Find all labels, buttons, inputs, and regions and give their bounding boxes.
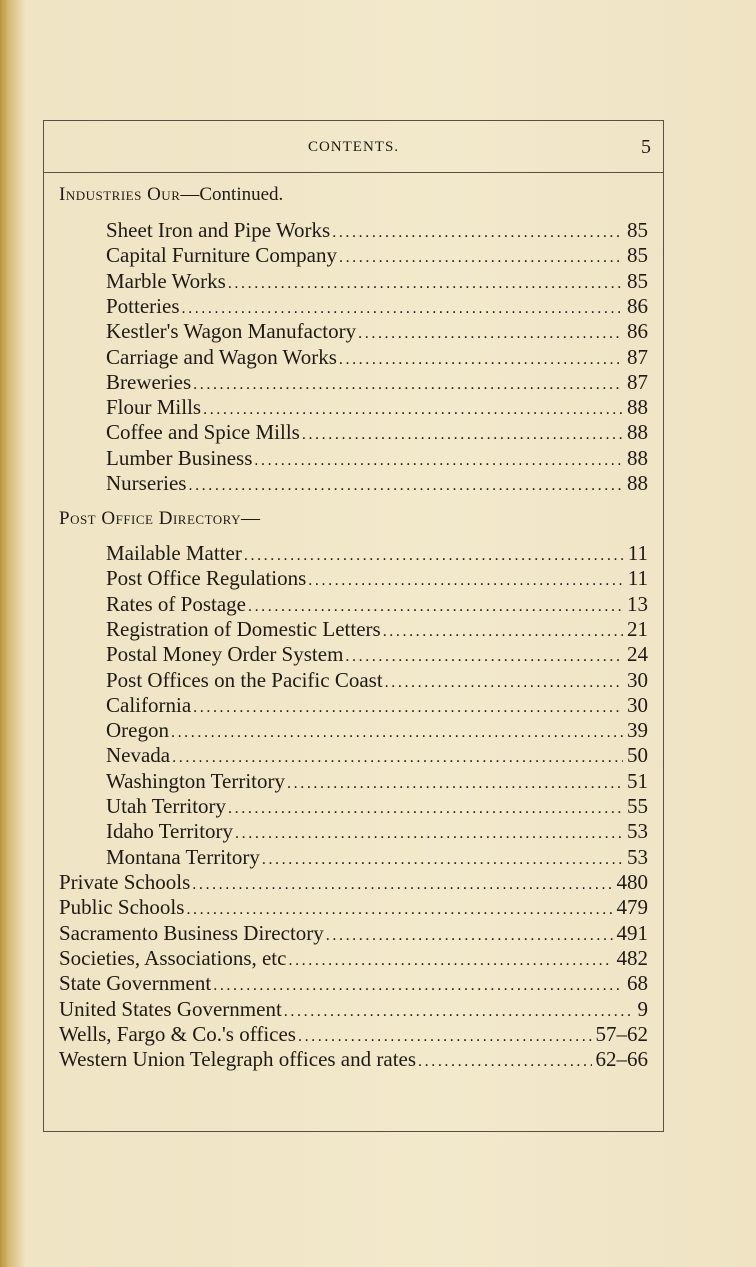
dot-leader <box>339 347 623 370</box>
contents-frame <box>43 120 664 1132</box>
toc-entry <box>59 1022 648 1047</box>
toc-entry <box>59 946 648 971</box>
entry-page-number: 68 <box>627 971 648 996</box>
toc-entry <box>106 642 648 667</box>
dot-leader <box>287 771 623 794</box>
section-heading-industries <box>59 184 283 206</box>
toc-entry <box>106 819 648 844</box>
page-number: 5 <box>641 136 651 158</box>
running-header <box>44 121 663 173</box>
entry-label: Utah Territory <box>106 794 227 818</box>
toc-entry <box>106 592 648 617</box>
entry-label: United States Government <box>59 996 282 1021</box>
dot-leader <box>298 1024 592 1047</box>
toc-entry <box>106 794 648 819</box>
entry-page-number: 482 <box>616 945 648 970</box>
dot-leader <box>235 821 623 844</box>
toc-entry <box>106 471 648 496</box>
dot-leader <box>203 397 623 420</box>
entry-page-number: 86 <box>627 319 648 344</box>
dot-leader <box>193 695 623 718</box>
entry-page-number: 24 <box>627 642 648 667</box>
entry-label: Oregon <box>106 718 169 743</box>
toc-entry <box>59 997 648 1022</box>
toc-entry <box>106 668 648 693</box>
entry-label: Societies, Associations, etc <box>59 945 287 970</box>
dot-leader <box>262 847 623 870</box>
dot-leader <box>213 973 623 996</box>
entry-label: Potteries <box>106 293 180 318</box>
entry-label: Marble Works <box>106 268 226 293</box>
toc-entry <box>106 693 648 718</box>
page-title: CONTENTS. <box>307 139 400 155</box>
entry-page-number: 13 <box>627 591 648 616</box>
dot-leader <box>228 271 623 294</box>
dot-leader <box>339 245 623 268</box>
entry-label: Carriage and Wagon Works <box>106 344 337 369</box>
toc-entry <box>106 845 648 870</box>
entry-page-number: 11 <box>627 541 648 565</box>
entry-label: Western Union Telegraph offices and rates <box>59 1047 417 1072</box>
entry-page-number: 21 <box>627 616 648 641</box>
dot-leader <box>418 1049 591 1072</box>
entry-label: Registration of Domestic Letters <box>106 616 381 641</box>
toc-entry <box>106 269 648 294</box>
entry-page-number: 30 <box>627 692 648 717</box>
section-heading-post-office <box>59 508 260 530</box>
dot-leader <box>385 670 623 693</box>
toc-entry <box>106 294 648 319</box>
entry-label: Rates of Postage <box>106 591 246 616</box>
entry-label: Nurseries <box>106 471 187 495</box>
dot-leader <box>188 473 623 496</box>
entry-page-number: 11 <box>627 566 648 591</box>
dot-leader <box>302 422 623 445</box>
entry-page-number: 88 <box>627 420 648 445</box>
entry-page-number: 87 <box>627 369 648 394</box>
entry-label: Sheet Iron and Pipe Works <box>106 218 331 242</box>
toc-entry <box>106 566 648 591</box>
toc-entry <box>106 420 648 445</box>
toc-entry <box>106 446 648 471</box>
entry-label: Flour Mills <box>106 395 202 420</box>
entry-label: Wells, Fargo & Co.'s offices <box>59 1021 296 1046</box>
toc-entry <box>106 718 648 743</box>
entry-page-number: 88 <box>627 445 648 470</box>
entry-label: Kestler's Wagon Manufactory <box>106 319 357 344</box>
entry-page-number: 55 <box>627 794 648 818</box>
toc-entry <box>59 1047 648 1072</box>
dot-leader <box>171 720 623 743</box>
entry-page-number: 86 <box>627 293 648 318</box>
entry-page-number: 480 <box>616 870 648 894</box>
entry-page-number: 85 <box>627 268 648 293</box>
entry-page-number: 62–66 <box>595 1047 648 1072</box>
entry-label: Sacramento Business Directory <box>59 920 324 945</box>
dot-leader <box>244 543 624 566</box>
entry-page-number: 30 <box>627 667 648 692</box>
dot-leader <box>254 448 623 471</box>
dot-leader <box>192 872 612 895</box>
toc-entry <box>106 345 648 370</box>
dot-leader <box>193 372 623 395</box>
entry-label: Idaho Territory <box>106 819 234 844</box>
entry-page-number: 57–62 <box>595 1021 648 1046</box>
dot-leader <box>228 796 623 819</box>
dot-leader <box>288 948 612 971</box>
entry-label: California <box>106 692 192 717</box>
entry-label: Public Schools <box>59 895 185 920</box>
entry-page-number: 85 <box>627 243 648 268</box>
entry-label: Lumber Business <box>106 445 253 470</box>
entry-label: Private Schools <box>59 870 191 894</box>
entry-page-number: 53 <box>627 819 648 844</box>
entry-page-number: 479 <box>616 895 648 920</box>
entry-label: Washington Territory <box>106 768 286 793</box>
entry-label: Capital Furniture Company <box>106 243 337 268</box>
dot-leader <box>182 296 624 319</box>
entry-label: Nevada <box>106 743 171 768</box>
entry-label: Mailable Matter <box>106 541 242 565</box>
toc-entry <box>106 743 648 768</box>
toc-entry <box>106 319 648 344</box>
toc-entry <box>106 617 648 642</box>
section-heading-text: Post Office Directory <box>59 508 242 529</box>
entry-page-number: 88 <box>627 471 648 495</box>
dot-leader <box>248 594 623 617</box>
dot-leader <box>308 568 624 591</box>
dot-leader <box>186 897 612 920</box>
toc-entry <box>106 395 648 420</box>
toc-entry <box>59 971 648 996</box>
section-heading-suffix: — <box>241 508 261 529</box>
entry-page-number: 87 <box>627 344 648 369</box>
entry-label: Postal Money Order System <box>106 642 344 667</box>
toc-entry <box>106 243 648 268</box>
dot-leader <box>284 999 634 1022</box>
entry-label: Breweries <box>106 369 192 394</box>
entry-page-number: 51 <box>627 768 648 793</box>
toc-entry <box>106 218 648 243</box>
section-heading-suffix: —Continued. <box>180 184 284 205</box>
entry-label: Post Office Regulations <box>106 566 307 591</box>
entry-page-number: 88 <box>627 395 648 420</box>
toc-entry <box>106 769 648 794</box>
toc-entry <box>106 541 648 566</box>
dot-leader <box>358 321 623 344</box>
dot-leader <box>345 644 623 667</box>
entry-label: State Government <box>59 971 212 996</box>
dot-leader <box>326 923 613 946</box>
entry-page-number: 39 <box>627 718 648 743</box>
entry-label: Coffee and Spice Mills <box>106 420 300 445</box>
entry-page-number: 491 <box>616 920 648 945</box>
entry-page-number: 9 <box>637 996 648 1021</box>
entry-page-number: 85 <box>627 218 648 242</box>
section-heading-text: Industries Our <box>59 184 181 205</box>
entry-label: Post Offices on the Pacific Coast <box>106 667 383 692</box>
entry-label: Montana Territory <box>106 844 260 869</box>
dot-leader <box>383 619 623 642</box>
toc-entry <box>59 895 648 920</box>
toc-entry <box>106 370 648 395</box>
dot-leader <box>332 220 623 243</box>
toc-entry <box>59 870 648 895</box>
entry-page-number: 53 <box>627 844 648 869</box>
dot-leader <box>172 745 623 768</box>
entry-page-number: 50 <box>627 743 648 768</box>
toc-entry <box>59 921 648 946</box>
